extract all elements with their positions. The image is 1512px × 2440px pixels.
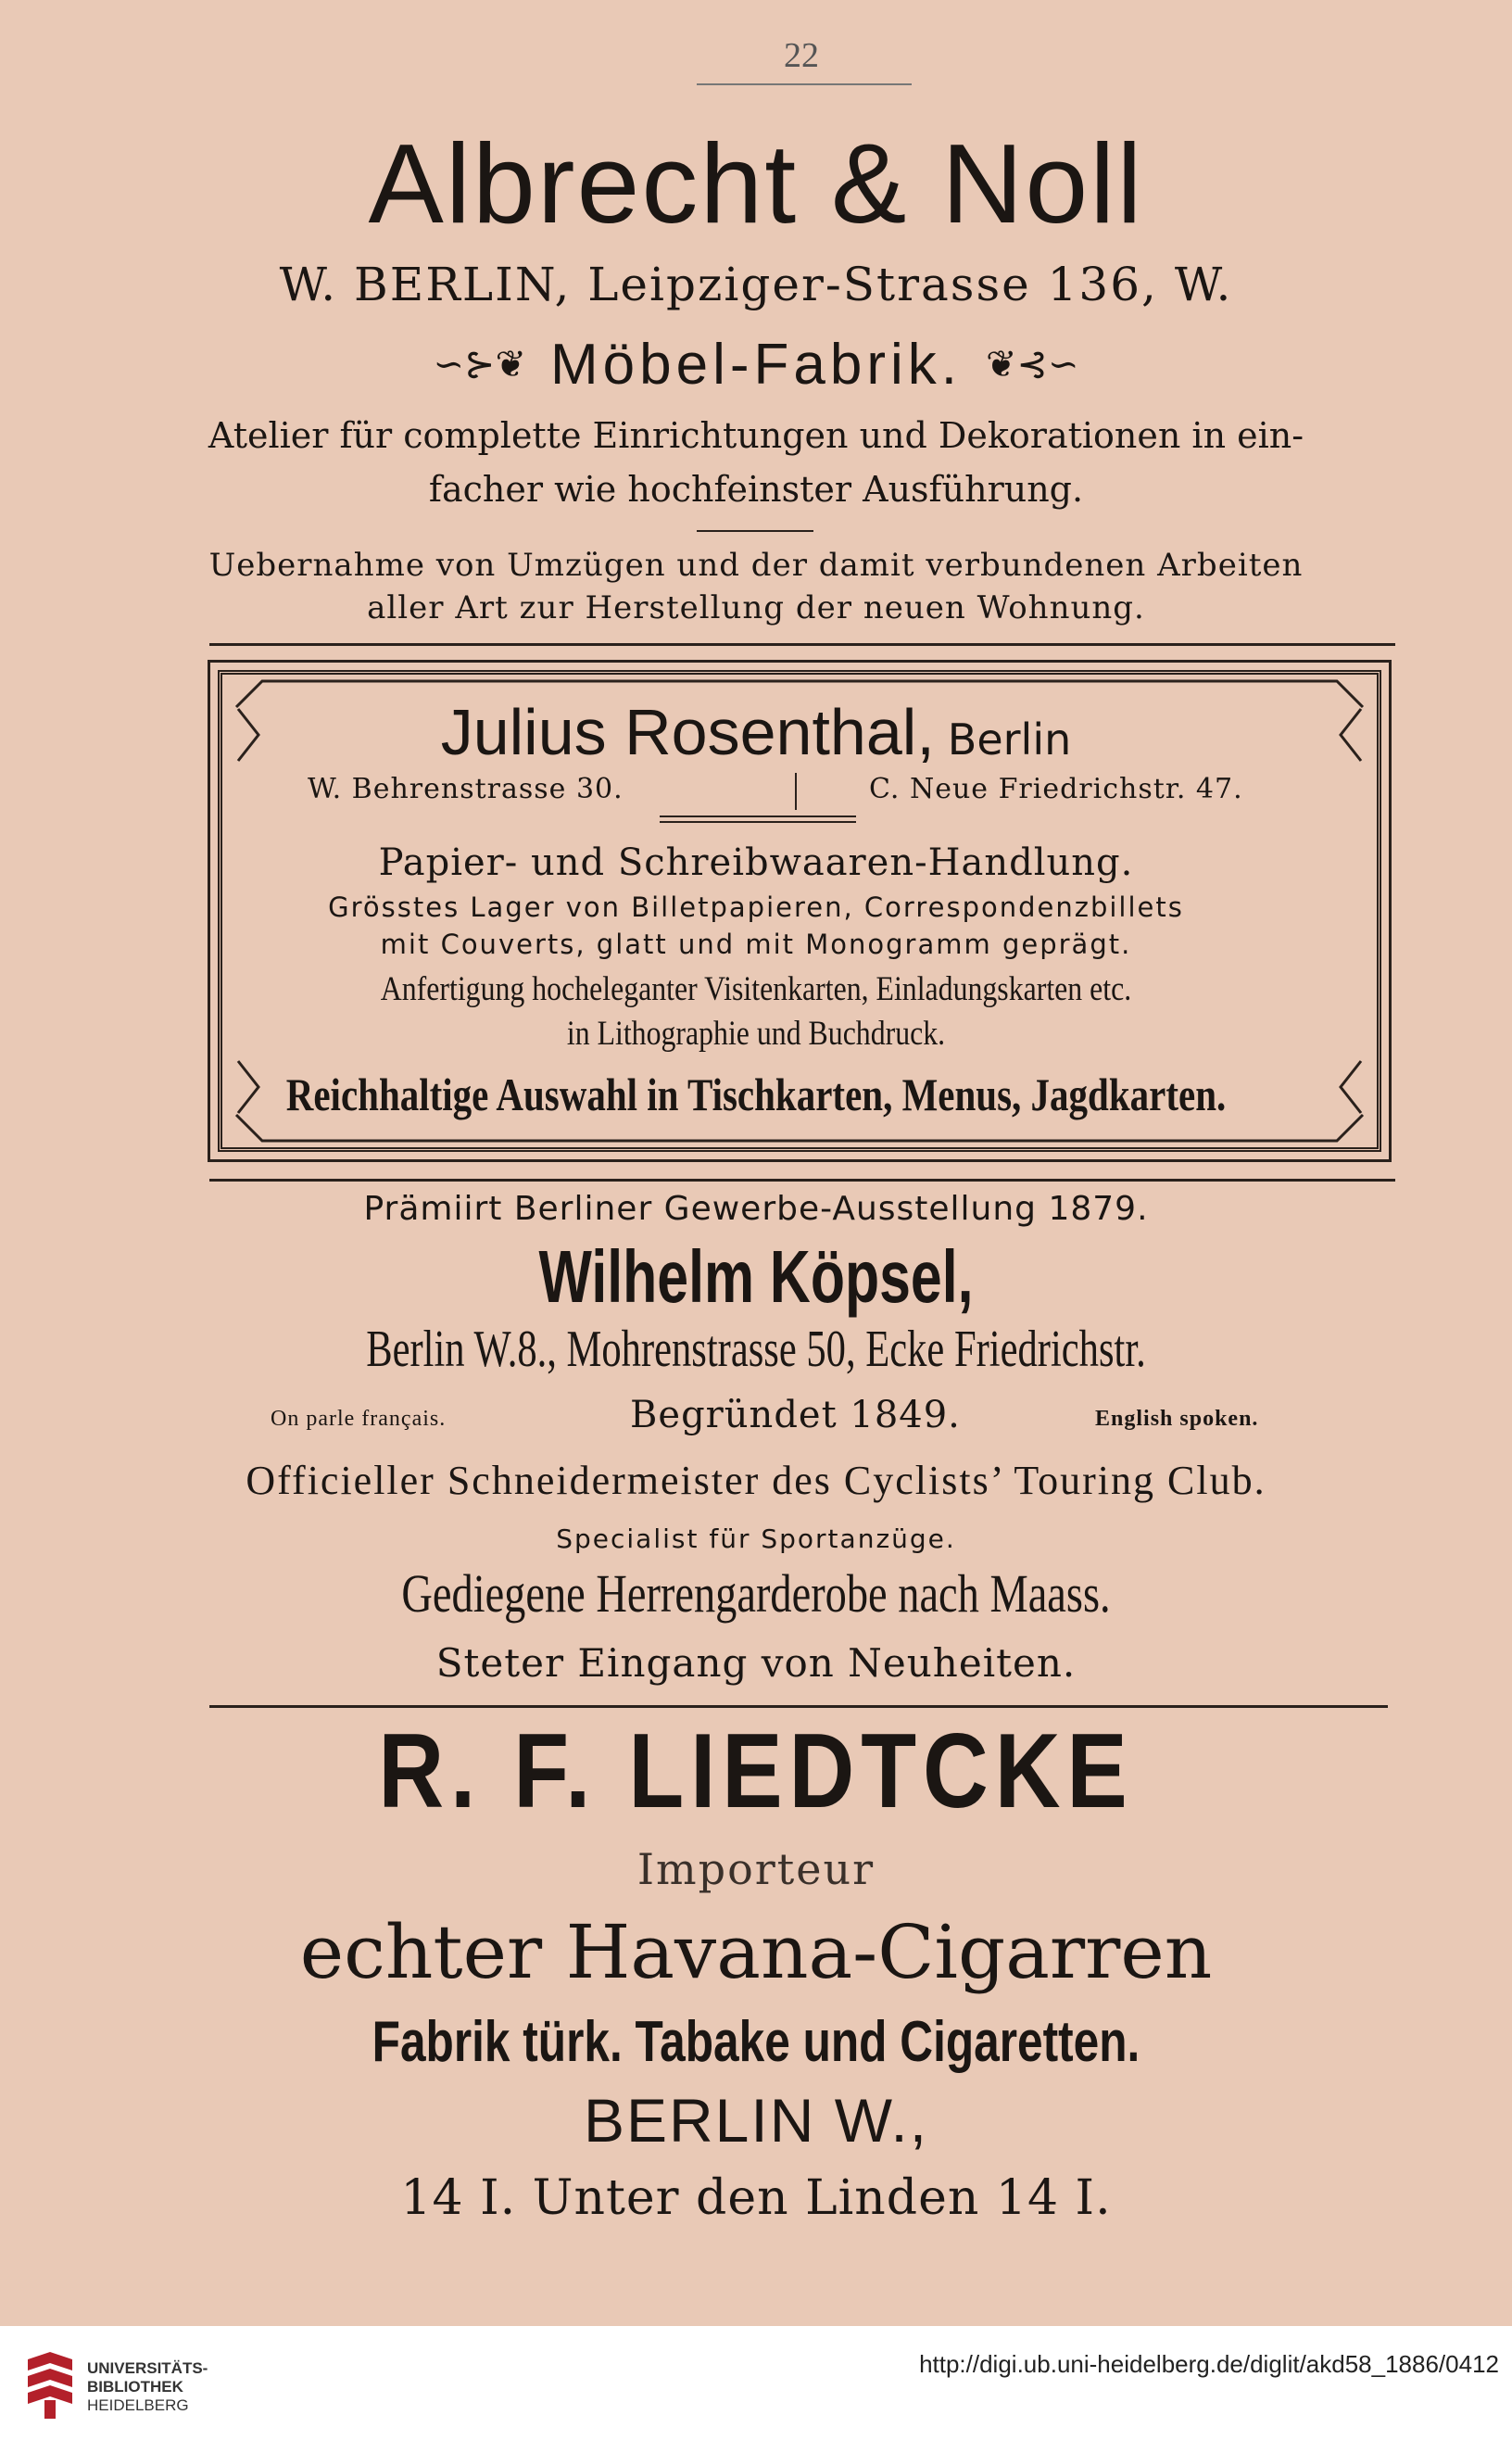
rosenthal-address-divider: [795, 773, 797, 810]
albrecht-short-rule: [697, 530, 813, 532]
koepsel-wardrobe: Gediegene Herrengarderobe nach Maass.: [401, 1563, 1111, 1624]
rosenthal-name: Julius Rosenthal,: [440, 696, 935, 768]
rosenthal-title: [0, 695, 1512, 769]
ornament-left-icon: ∽⊱❦: [433, 343, 526, 386]
albrecht-atelier-line2: facher wie hochfeinster Ausführung.: [428, 469, 1084, 510]
rosenthal-selection: Reichhaltige Auswahl in Tischkarten, Menus, Jagdkarten.: [285, 1068, 1227, 1120]
koepsel-award: Prämiirt Berliner Gewerbe-Ausstellung 1879.: [363, 1190, 1149, 1228]
ornament-right-icon: ❦⊰∽: [986, 343, 1079, 386]
rosenthal-city: Berlin: [947, 714, 1072, 765]
page-number-rule: [697, 83, 912, 85]
rosenthal-address-left: W. Behrenstrasse 30.: [308, 773, 624, 805]
koepsel-novelties: Steter Eingang von Neuheiten.: [435, 1640, 1077, 1686]
liedtcke-product: echter Havana-Cigarren: [299, 1909, 1213, 1995]
liedtcke-address: 14 I. Unter den Linden 14 I.: [400, 2170, 1112, 2226]
liedtcke-city: BERLIN W.,: [583, 2086, 929, 2155]
library-name-line1: UNIVERSITÄTS-: [87, 2359, 208, 2377]
albrecht-business: Möbel-Fabrik.: [550, 333, 962, 397]
rosenthal-double-rule-2: [660, 821, 856, 823]
liedtcke-factory: Fabrik türk. Tabake und Cigaretten.: [372, 2010, 1140, 2074]
liedtcke-role: Importeur: [636, 1844, 876, 1894]
section-rule-1: [209, 643, 1395, 646]
page-number: 22: [784, 36, 819, 75]
section-rule-3: [209, 1705, 1388, 1708]
albrecht-atelier-line1: Atelier für complette Einrichtungen und Dekorationen in ein-: [208, 415, 1304, 456]
rosenthal-address-right: C. Neue Friedrichstr. 47.: [869, 773, 1243, 805]
rosenthal-double-rule: [660, 815, 856, 817]
koepsel-founded: Begründet 1849.: [630, 1394, 961, 1436]
koepsel-address: Berlin W.8., Mohrenstrasse 50, Ecke Friedrichstr.: [366, 1321, 1146, 1378]
albrecht-moves-line1: Uebernahme von Umzügen und der damit verbundenen Arbeiten: [208, 547, 1304, 584]
koepsel-official: Officieller Schneidermeister des Cyclists’ Touring Club.: [246, 1458, 1266, 1503]
albrecht-moves-line2: aller Art zur Herstellung der neuen Wohnung.: [367, 589, 1145, 626]
library-name-line3: HEIDELBERG: [87, 2396, 189, 2414]
albrecht-address: W. BERLIN, Leipziger-Strasse 136, W.: [279, 258, 1233, 311]
source-url[interactable]: http://digi.ub.uni-heidelberg.de/diglit/akd58_1886/0412: [919, 2350, 1499, 2378]
rosenthal-cards-line2: in Lithographie und Buchdruck.: [566, 1015, 946, 1053]
library-footer: [0, 2326, 1512, 2440]
koepsel-english: English spoken.: [1095, 1407, 1259, 1431]
rosenthal-cards-line1: Anfertigung hocheleganter Visitenkarten, Einladungskarten etc.: [380, 970, 1132, 1008]
rosenthal-stock-line2: mit Couverts, glatt und mit Monogramm geprägt.: [380, 929, 1132, 960]
koepsel-name: Wilhelm Köpsel,: [538, 1235, 974, 1318]
koepsel-french: On parle français.: [271, 1407, 447, 1431]
library-name-line2: BIBLIOTHEK: [87, 2378, 183, 2396]
albrecht-name: Albrecht & Noll: [368, 120, 1144, 247]
albrecht-business-line: [0, 332, 1512, 398]
rosenthal-trade: Papier- und Schreibwaaren-Handlung.: [378, 841, 1134, 884]
section-rule-2: [209, 1179, 1395, 1182]
liedtcke-name: R. F. LIEDTCKE: [378, 1713, 1134, 1830]
koepsel-specialist: Specialist für Sportanzüge.: [556, 1523, 956, 1554]
library-logo-icon: [22, 2348, 78, 2422]
rosenthal-stock-line1: Grösstes Lager von Billetpapieren, Correspondenzbillets: [328, 891, 1184, 923]
